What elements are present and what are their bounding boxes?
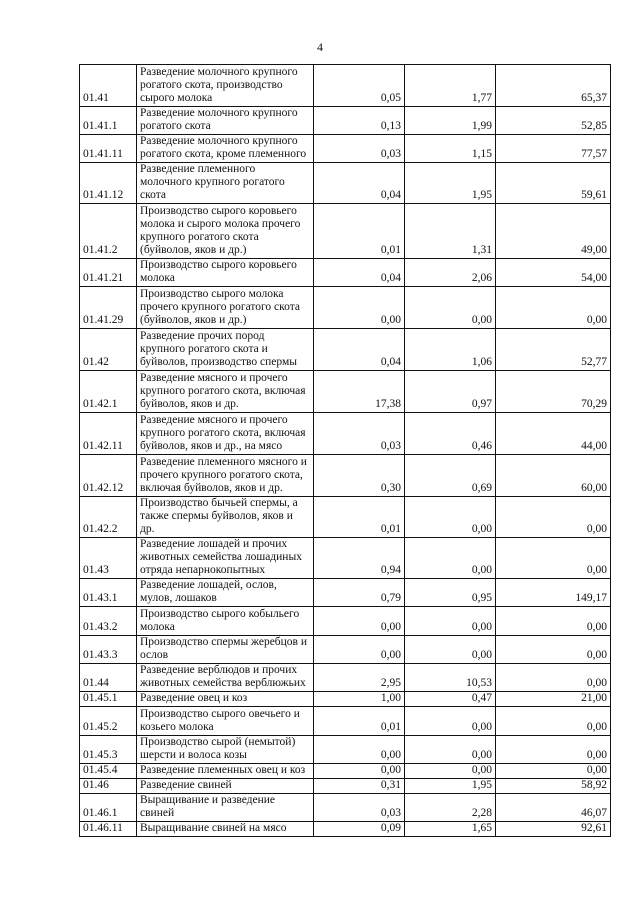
- value-col-3: 59,61: [496, 163, 611, 204]
- okved-code: 01.41: [80, 65, 137, 107]
- value-col-1: 0,05: [314, 65, 405, 107]
- value-col-3: 0,00: [496, 707, 611, 736]
- table-row: [80, 794, 611, 822]
- okved-code: 01.45.2: [80, 707, 137, 736]
- activity-name: Производство сырого овечьего и козьего молока: [137, 707, 314, 736]
- table-row: [80, 371, 611, 413]
- value-col-3: 44,00: [496, 413, 611, 455]
- value-col-1: 0,00: [314, 764, 405, 779]
- value-col-1: 0,00: [314, 287, 405, 329]
- value-col-2: 0,97: [405, 371, 496, 413]
- value-col-1: 0,01: [314, 204, 405, 259]
- activity-name: Выращивание и разведение свиней: [137, 794, 314, 822]
- table-row: [80, 259, 611, 287]
- value-col-1: 17,38: [314, 371, 405, 413]
- value-col-2: 0,00: [405, 607, 496, 636]
- okved-code: 01.41.12: [80, 163, 137, 204]
- value-col-1: 0,03: [314, 413, 405, 455]
- value-col-1: 2,95: [314, 664, 405, 692]
- value-col-3: 46,07: [496, 794, 611, 822]
- value-col-2: 1,77: [405, 65, 496, 107]
- value-col-2: 0,00: [405, 287, 496, 329]
- value-col-2: 0,00: [405, 736, 496, 764]
- okved-code: 01.45.1: [80, 692, 137, 707]
- value-col-2: 0,00: [405, 636, 496, 664]
- value-col-1: 0,00: [314, 607, 405, 636]
- page-number: 4: [317, 40, 323, 54]
- value-col-2: 1,31: [405, 204, 496, 259]
- value-col-3: 60,00: [496, 455, 611, 497]
- value-col-3: 77,57: [496, 135, 611, 163]
- okved-code: 01.42: [80, 329, 137, 371]
- okved-code: 01.45.3: [80, 736, 137, 764]
- value-col-3: 52,85: [496, 107, 611, 135]
- table-row: [80, 107, 611, 135]
- value-col-2: 1,65: [405, 822, 496, 837]
- activity-name: Разведение лошадей и прочих животных семейства лошадиных отряда непарнокопытных: [137, 538, 314, 579]
- value-col-1: 0,31: [314, 779, 405, 794]
- table-row: [80, 287, 611, 329]
- value-col-3: 65,37: [496, 65, 611, 107]
- value-col-2: 0,46: [405, 413, 496, 455]
- value-col-3: 0,00: [496, 736, 611, 764]
- value-col-3: 52,77: [496, 329, 611, 371]
- okved-code: 01.44: [80, 664, 137, 692]
- value-col-3: 0,00: [496, 764, 611, 779]
- value-col-1: 0,04: [314, 329, 405, 371]
- table-row: [80, 497, 611, 538]
- activity-name: Разведение племенного мясного и прочего крупного рогатого скота, включая буйволов, яков и др.: [137, 455, 314, 497]
- value-col-2: 0,00: [405, 707, 496, 736]
- activity-name: Разведение верблюдов и прочих животных семейства верблюжьих: [137, 664, 314, 692]
- value-col-2: 1,95: [405, 163, 496, 204]
- okved-code: 01.43.3: [80, 636, 137, 664]
- table-row: [80, 822, 611, 837]
- value-col-3: 0,00: [496, 664, 611, 692]
- value-col-3: 0,00: [496, 287, 611, 329]
- table-row: [80, 707, 611, 736]
- okved-code: 01.43.2: [80, 607, 137, 636]
- okved-code: 01.46.11: [80, 822, 137, 837]
- value-col-3: 92,61: [496, 822, 611, 837]
- value-col-3: 0,00: [496, 636, 611, 664]
- value-col-2: 0,95: [405, 579, 496, 607]
- table-row: [80, 607, 611, 636]
- activity-name: Разведение овец и коз: [137, 692, 314, 707]
- value-col-1: 0,03: [314, 794, 405, 822]
- value-col-1: 0,13: [314, 107, 405, 135]
- value-col-1: 0,30: [314, 455, 405, 497]
- value-col-2: 1,15: [405, 135, 496, 163]
- activity-name: Разведение лошадей, ослов, мулов, лошаков: [137, 579, 314, 607]
- value-col-1: 0,03: [314, 135, 405, 163]
- table-row: [80, 163, 611, 204]
- activity-name: Разведение племенного молочного крупного рогатого скота: [137, 163, 314, 204]
- okved-code: 01.41.2: [80, 204, 137, 259]
- value-col-1: 0,01: [314, 707, 405, 736]
- value-col-1: 0,00: [314, 636, 405, 664]
- activity-name: Производство сырого молока прочего крупного рогатого скота (буйволов, яков и др.): [137, 287, 314, 329]
- okved-table: [79, 64, 611, 837]
- value-col-2: 0,47: [405, 692, 496, 707]
- value-col-3: 21,00: [496, 692, 611, 707]
- activity-name: Разведение свиней: [137, 779, 314, 794]
- okved-code: 01.43.1: [80, 579, 137, 607]
- okved-code: 01.42.12: [80, 455, 137, 497]
- okved-code: 01.41.29: [80, 287, 137, 329]
- table-row: [80, 204, 611, 259]
- value-col-1: 0,01: [314, 497, 405, 538]
- value-col-1: 0,04: [314, 259, 405, 287]
- value-col-3: 149,17: [496, 579, 611, 607]
- table-row: [80, 664, 611, 692]
- table-row: [80, 736, 611, 764]
- value-col-1: 1,00: [314, 692, 405, 707]
- value-col-3: 0,00: [496, 607, 611, 636]
- table-row: [80, 65, 611, 107]
- okved-code: 01.42.2: [80, 497, 137, 538]
- table-row: [80, 329, 611, 371]
- value-col-1: 0,79: [314, 579, 405, 607]
- okved-code: 01.46.1: [80, 794, 137, 822]
- value-col-2: 1,99: [405, 107, 496, 135]
- value-col-3: 70,29: [496, 371, 611, 413]
- value-col-2: 10,53: [405, 664, 496, 692]
- activity-name: Разведение мясного и прочего крупного рогатого скота, включая буйволов, яков и др., на мясо: [137, 413, 314, 455]
- okved-code: 01.42.11: [80, 413, 137, 455]
- value-col-3: 49,00: [496, 204, 611, 259]
- activity-name: Разведение прочих пород крупного рогатого скота и буйволов, производство спермы: [137, 329, 314, 371]
- activity-name: Выращивание свиней на мясо: [137, 822, 314, 837]
- okved-code: 01.42.1: [80, 371, 137, 413]
- table-row: [80, 764, 611, 779]
- value-col-2: 1,06: [405, 329, 496, 371]
- activity-name: Разведение молочного крупного рогатого скота: [137, 107, 314, 135]
- okved-code: 01.46: [80, 779, 137, 794]
- okved-code: 01.41.11: [80, 135, 137, 163]
- table-row: [80, 692, 611, 707]
- table-row: [80, 135, 611, 163]
- activity-name: Разведение молочного крупного рогатого скота, производство сырого молока: [137, 65, 314, 107]
- value-col-2: 0,00: [405, 538, 496, 579]
- table-row: [80, 779, 611, 794]
- okved-code: 01.41.1: [80, 107, 137, 135]
- value-col-2: 1,95: [405, 779, 496, 794]
- value-col-1: 0,94: [314, 538, 405, 579]
- activity-name: Производство сырого кобыльего молока: [137, 607, 314, 636]
- okved-code: 01.41.21: [80, 259, 137, 287]
- value-col-2: 2,28: [405, 794, 496, 822]
- value-col-3: 54,00: [496, 259, 611, 287]
- value-col-3: 58,92: [496, 779, 611, 794]
- value-col-2: 0,00: [405, 497, 496, 538]
- activity-name: Разведение молочного крупного рогатого скота, кроме племенного: [137, 135, 314, 163]
- value-col-2: 0,69: [405, 455, 496, 497]
- activity-name: Разведение племенных овец и коз: [137, 764, 314, 779]
- activity-name: Производство сырого коровьего молока: [137, 259, 314, 287]
- value-col-2: 2,06: [405, 259, 496, 287]
- activity-name: Производство сырой (немытой) шерсти и волоса козы: [137, 736, 314, 764]
- value-col-3: 0,00: [496, 497, 611, 538]
- table-row: [80, 538, 611, 579]
- table-row: [80, 455, 611, 497]
- activity-name: Производство бычьей спермы, а также спермы буйволов, яков и др.: [137, 497, 314, 538]
- activity-name: Разведение мясного и прочего крупного рогатого скота, включая буйволов, яков и др.: [137, 371, 314, 413]
- table-row: [80, 579, 611, 607]
- value-col-1: 0,09: [314, 822, 405, 837]
- activity-name: Производство сырого коровьего молока и сырого молока прочего крупного рогатого скота (буйволов, яков и др.): [137, 204, 314, 259]
- value-col-3: 0,00: [496, 538, 611, 579]
- okved-code: 01.45.4: [80, 764, 137, 779]
- value-col-1: 0,00: [314, 736, 405, 764]
- table-row: [80, 636, 611, 664]
- table-row: [80, 413, 611, 455]
- okved-code: 01.43: [80, 538, 137, 579]
- activity-name: Производство спермы жеребцов и ослов: [137, 636, 314, 664]
- value-col-2: 0,00: [405, 764, 496, 779]
- value-col-1: 0,04: [314, 163, 405, 204]
